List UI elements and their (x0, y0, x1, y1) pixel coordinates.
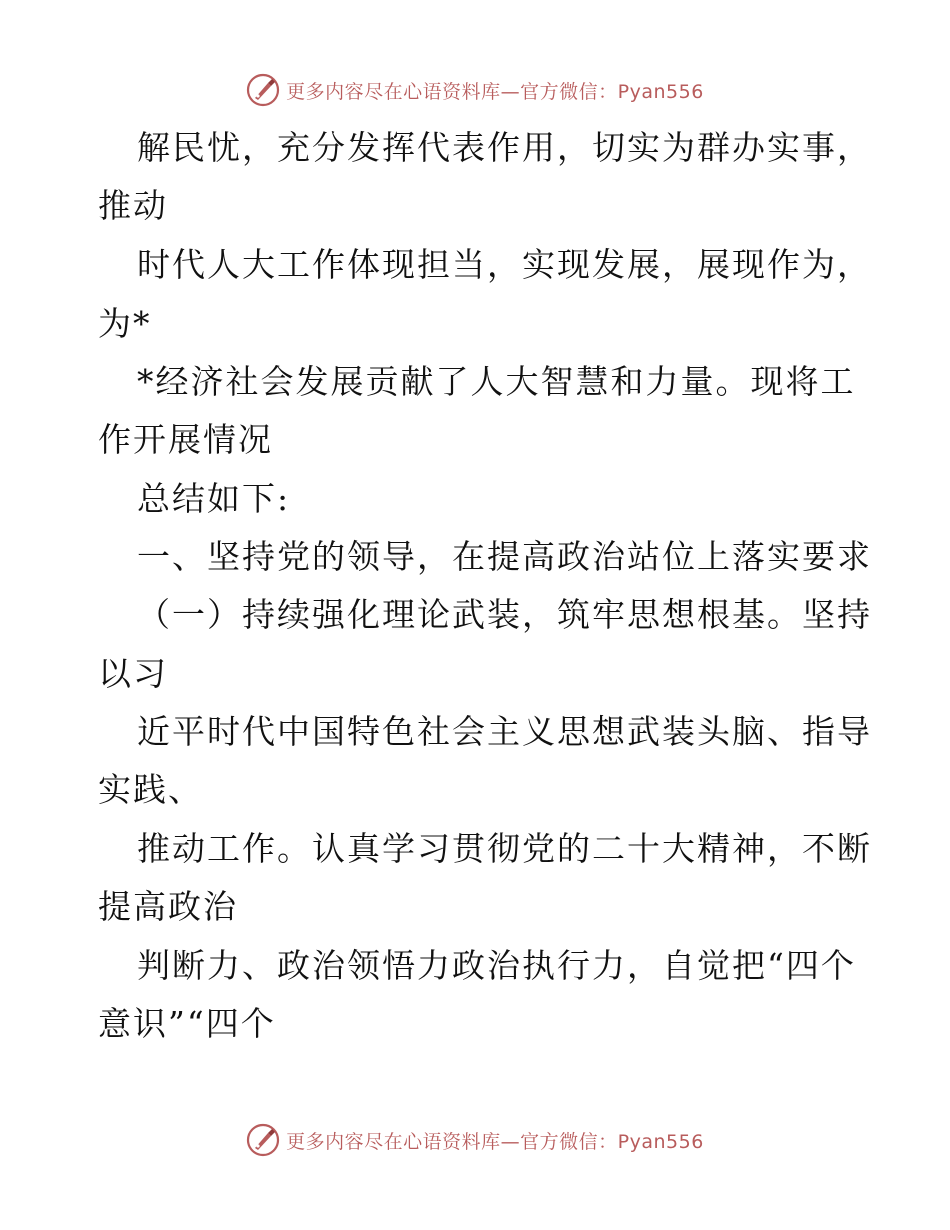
body-line: 一、坚持党的领导，在提高政治站位上落实要求 (137, 537, 872, 576)
footer-banner-text: 更多内容尽在心语资料库—官方微信：Pyan556 (286, 1130, 704, 1153)
body-line: 解民忧，充分发挥代表作用，切实为群办实事， (137, 128, 872, 167)
header-banner (0, 72, 950, 108)
body-line: *经济社会发展贡献了人大智慧和力量。现将工 (137, 362, 856, 401)
pen-nib-logo-icon (246, 73, 280, 107)
body-line: 以习 (98, 654, 168, 693)
body-line: 实践、 (98, 770, 203, 809)
header-banner-text: 更多内容尽在心语资料库—官方微信：Pyan556 (286, 80, 704, 103)
body-line: 提高政治 (98, 887, 238, 926)
body-line: 总结如下: (137, 479, 291, 518)
body-line: 近平时代中国特色社会主义思想武装头脑、指导 (137, 712, 872, 751)
body-line: 时代人大工作体现担当，实现发展，展现作为， (137, 245, 872, 284)
body-line: 推动工作。认真学习贯彻党的二十大精神，不断 (137, 829, 872, 868)
pen-nib-logo-icon (246, 1123, 280, 1157)
body-line: 意识”“四个 (98, 1004, 276, 1043)
body-line: 作开展情况 (98, 420, 273, 459)
body-line: （一）持续强化理论武装，筑牢思想根基。坚持 (137, 595, 872, 634)
body-line: 推动 (98, 186, 168, 225)
body-line: 为* (98, 304, 152, 343)
body-line: 判断力、政治领悟力政治执行力，自觉把“四个 (137, 946, 856, 985)
footer-banner (0, 1122, 950, 1158)
